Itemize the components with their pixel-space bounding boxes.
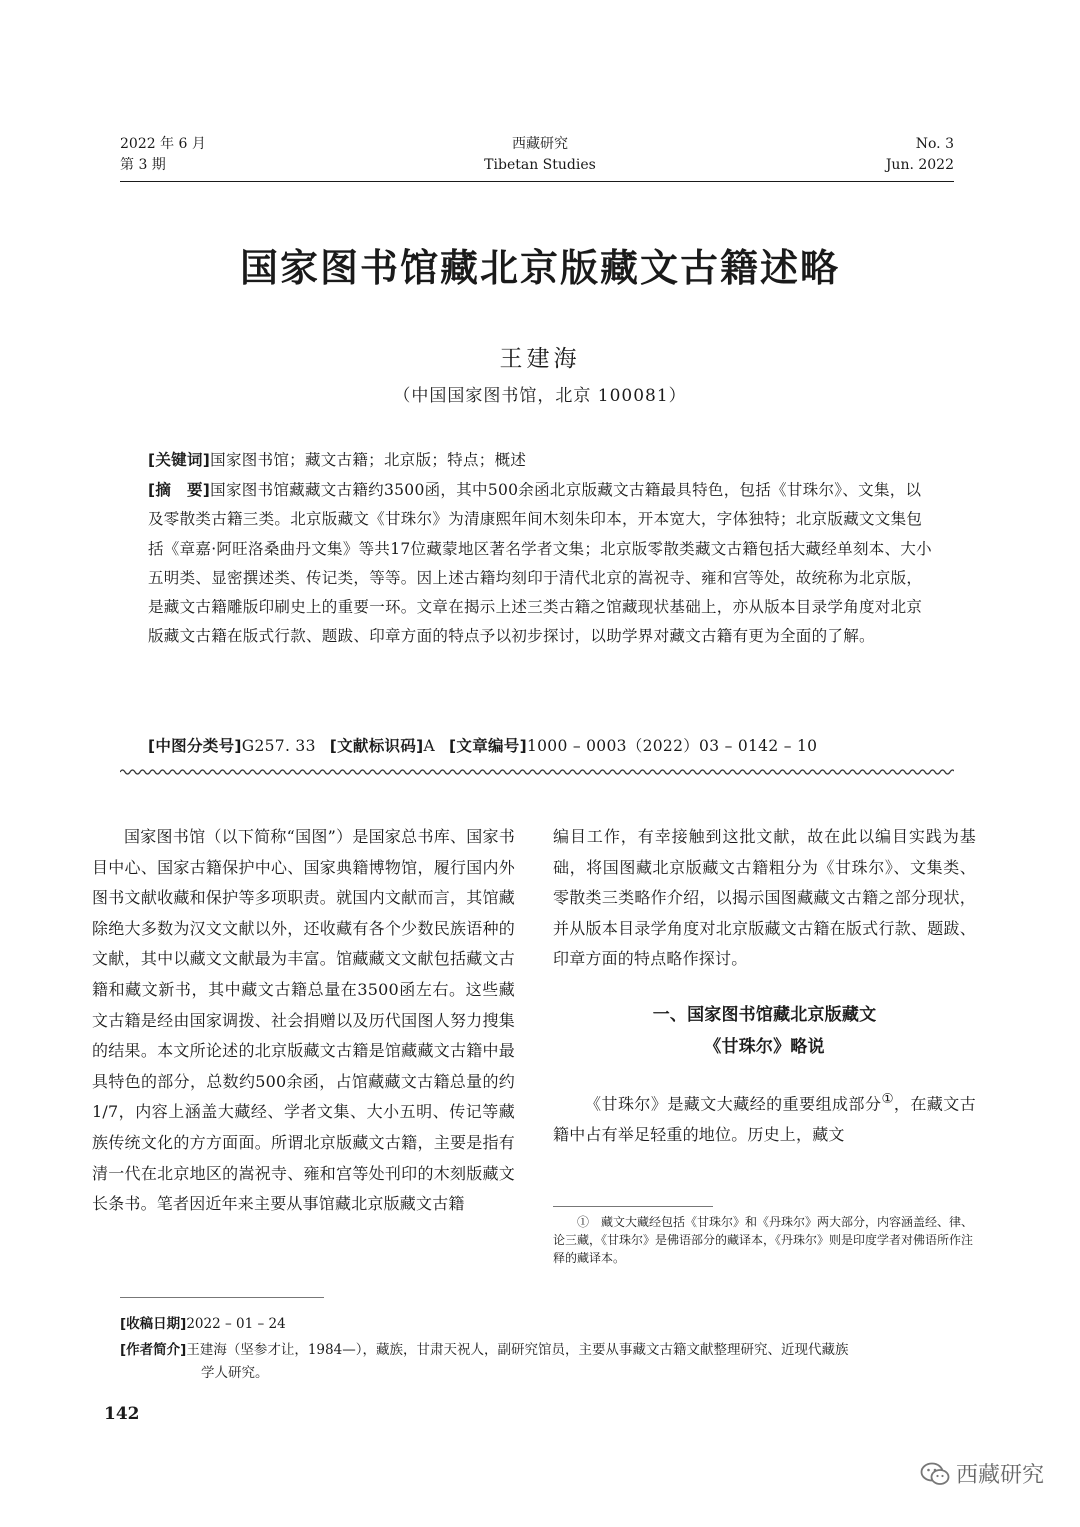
footnote-mark: ① [577, 1215, 590, 1229]
doc-code-label: [文献标识码] [329, 737, 424, 755]
abstract-label: [摘 要] [148, 481, 211, 499]
author-bio-text-cont: 学人研究。 [201, 1365, 269, 1381]
author-affiliation: （中国国家图书馆，北京 100081） [393, 386, 687, 406]
paragraph-text-cont: ，在藏文古籍中占有举足轻重的地位。历史上，藏文 [553, 1094, 976, 1144]
watermark-text: 西藏研究 [955, 1463, 1044, 1488]
article-id-value: 1000 – 0003（2022）03 – 0142 – 10 [526, 737, 818, 755]
article-title: 国家图书馆藏北京版藏文古籍述略 [239, 246, 840, 290]
footnote [553, 1213, 976, 1267]
header-rule [120, 181, 954, 182]
keywords-label: [关键词] [148, 451, 211, 469]
footnote-text: 藏文大藏经包括《甘珠尔》和《丹珠尔》两大部分，内容涵盖经、律、论三藏，《甘珠尔》是佛语部分的藏译本，《丹珠尔》则是印度学者对佛语所作注释的藏译本。 [553, 1215, 974, 1265]
received-date [120, 1313, 956, 1336]
issue-date: 2022 年 6 月 [120, 136, 206, 152]
section-heading [553, 999, 976, 1063]
body-column-right [553, 822, 976, 1150]
section-heading-line1: 一、国家图书馆藏北京版藏文 [652, 1004, 877, 1025]
running-header-right [886, 134, 954, 176]
author-bio [120, 1339, 956, 1385]
author-bio-label: [作者简介] [120, 1342, 187, 1358]
received-value: 2022 – 01 – 24 [186, 1316, 286, 1332]
journal-name-en: Tibetan Studies [484, 157, 596, 173]
page-number: 142 [104, 1404, 140, 1424]
keywords-text: 国家图书馆；藏文古籍；北京版；特点；概述 [210, 451, 527, 469]
journal-name-cn: 西藏研究 [512, 136, 568, 152]
received-label: [收稿日期] [120, 1316, 187, 1332]
body-paragraph: 编目工作，有幸接触到这批文献，故在此以编目实践为基础，将国图藏北京版藏文古籍粗分为《甘珠尔》、文集类、零散类三类略作介绍，以揭示国图藏藏文古籍之部分现状，并从版本目录学角度对北京版藏文古籍在版式行款、题跋、印章方面的特点略作探讨。 [553, 827, 976, 969]
issue-number: 第 3 期 [120, 157, 166, 173]
doc-code-value: A [423, 737, 436, 755]
running-header-left [120, 134, 206, 176]
body-paragraph [553, 1085, 976, 1151]
issue-date-en: Jun. 2022 [885, 157, 954, 173]
bottom-notes-rule [120, 1297, 324, 1298]
section-heading-line2: 《甘珠尔》略说 [704, 1036, 825, 1057]
keywords [148, 446, 934, 475]
wavy-divider [120, 766, 954, 778]
wechat-icon [920, 1461, 950, 1487]
running-header-center [440, 134, 640, 176]
author-name: 王建海 [499, 346, 581, 372]
footnote-ref[interactable]: ① [881, 1091, 894, 1107]
author-bio-text: 王建海（坚参才让，1984—），藏族，甘肃天祝人，副研究馆员，主要从事藏文古籍文献整理研究、近现代藏族 [186, 1342, 849, 1358]
body-paragraph: 国家图书馆（以下简称“国图”）是国家总书库、国家书目中心、国家古籍保护中心、国家典籍博物馆，履行国内外图书文献收藏和保护等多项职责。就国内文献而言，其馆藏除绝大多数为汉文文献以外，还收藏有各个少数民族语种的文献，其中以藏文文献最为丰富。馆藏藏文文献包括藏文古籍和藏文新书，其中藏文古籍总量在3500函左右。这些藏文古籍是经由国家调拨、社会捐赠以及历代国图人努力搜集的结果。本文所论述的北京版藏文古籍是馆藏藏文古籍中最具特色的部分，总数约500余函，占馆藏藏文古籍总量的约1/7，内容上涵盖大藏经、学者文集、大小五明、传记等藏族传统文化的方方面面。所谓北京版藏文古籍，主要是指有清一代在北京地区的嵩祝寺、雍和宫等处刊印的木刻版藏文长条书。笔者因近年来主要从事馆藏北京版藏文古籍 [92, 827, 515, 1214]
clc-value: G257. 33 [241, 737, 316, 755]
abstract-text: 国家图书馆藏藏文古籍约3500函，其中500余函北京版藏文古籍最具特色，包括《甘珠尔》、文集，以及零散类古籍三类。北京版藏文《甘珠尔》为清康熙年间木刻朱印本，开本宽大，字体独特；北京版藏文文集包括《章嘉·阿旺洛桑曲丹文集》等共17位藏蒙地区著名学者文集；北京版零散类藏文古籍包括大藏经单刻本、大小五明类、显密撰述类、传记类，等等。因上述古籍均刻印于清代北京的嵩祝寺、雍和宫等处，故统称为北京版，是藏文古籍雕版印刷史上的重要一环。文章在揭示上述三类古籍之馆藏现状基础上，亦从版本目录学角度对北京版藏文古籍在版式行款、题跋、印章方面的特点予以初步探讨，以助学界对藏文古籍有更为全面的了解。 [148, 481, 932, 646]
paragraph-text: 《甘珠尔》是藏文大藏经的重要组成部分 [585, 1094, 882, 1114]
clc-label: [中图分类号] [148, 737, 242, 755]
classification-line [148, 732, 934, 761]
issue-no-en: No. 3 [915, 136, 954, 152]
body-column-left [92, 822, 515, 1220]
abstract [148, 476, 934, 652]
article-id-label: [文章编号] [449, 737, 527, 755]
footnote-rule [553, 1206, 713, 1207]
wechat-watermark [920, 1458, 1044, 1489]
